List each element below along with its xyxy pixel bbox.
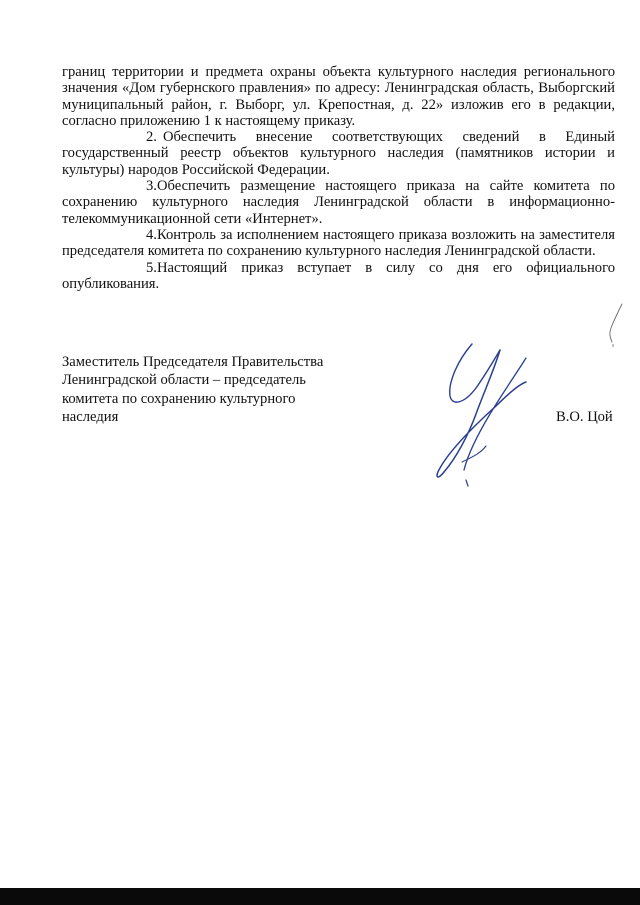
paragraph-4-text: Контроль за исполнением настоящего приказа возложить на заместителя председателя комитета по сохранению культурного наследия Ленинградской области. (62, 226, 615, 260)
signatory-title (62, 353, 362, 427)
paragraph-3-text: Обеспечить размещение настоящего приказа на сайте комитета по сохранению культурного наследия Ленинградской области в информационно-телекоммуникационной сети «Интернет». (62, 178, 615, 227)
signer-name: В.О. Цой (556, 409, 613, 425)
document-body (62, 64, 615, 292)
handwritten-signature (420, 330, 560, 490)
paragraph-4-number: 4. (146, 226, 157, 243)
signatory-title-line-1: Заместитель Председателя Правительства (62, 354, 324, 370)
paragraph-2 (62, 129, 615, 178)
paragraph-5-text: Настоящий приказ вступает в силу со дня его официального опубликования. (62, 259, 615, 292)
paragraph-3-number: 3. (146, 178, 157, 195)
signatory-title-line-4: наследия (62, 409, 119, 426)
paragraph-2-number: 2. (146, 129, 157, 146)
paragraph-2-text: Обеспечить внесение соответствующих сведений в Единый государственный реестр объектов культурного наследия (памятников истории и культуры) народов Российской Федерации. (62, 129, 615, 178)
margin-pen-mark (604, 300, 626, 350)
signatory-title-line-2: Ленинградской области – председатель (62, 372, 306, 389)
paragraph-4 (62, 227, 615, 260)
paragraph-5 (62, 260, 615, 293)
scan-border-bottom (0, 888, 640, 905)
paragraph-5-number: 5. (146, 259, 157, 276)
paragraph-3 (62, 178, 615, 227)
paragraph-1-continuation: границ территории и предмета охраны объекта культурного наследия регионального значения «Дом губернского правления» по адресу: Ленинградская область, Выборгский муниципальный район, г. Выборг, ул. Крепостная, д. 22» изложив его в редакции, согласно приложению 1 к настоящему приказу. (62, 64, 615, 129)
signatory-title-line-3: комитета по сохранению культурного (62, 390, 296, 407)
